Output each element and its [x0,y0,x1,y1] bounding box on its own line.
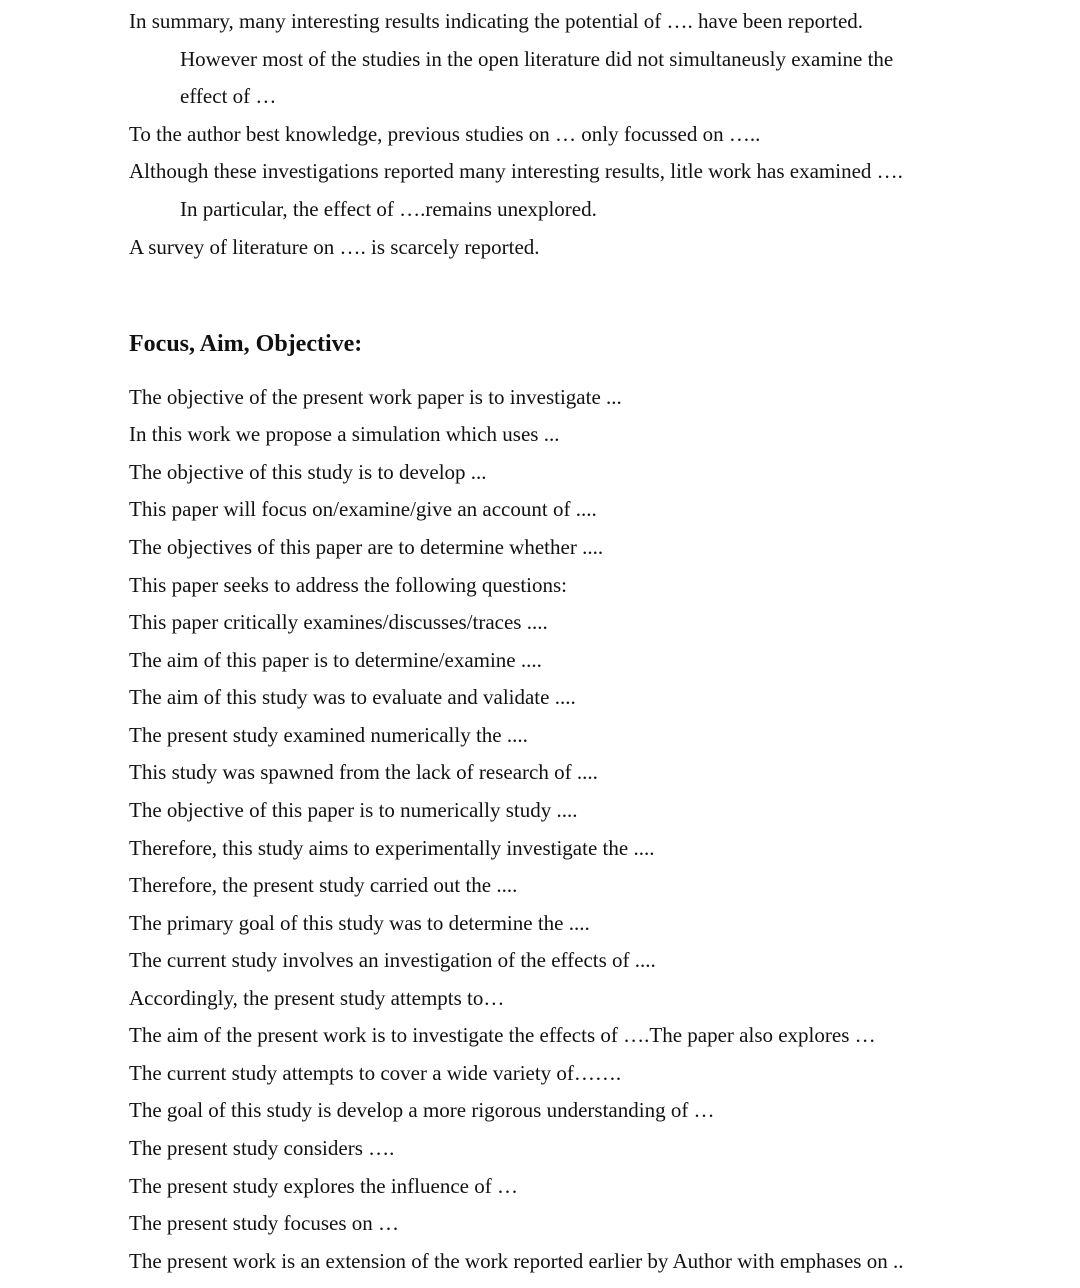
focus-line-12: The objective of this paper is to numerically study .... [129,798,578,822]
summary-line-5: Although these investigations reported many interesting results, litle work has examined …. [129,159,903,183]
focus-line-11: This study was spawned from the lack of research of .... [129,760,598,784]
summary-line-4: To the author best knowledge, previous studies on … only focussed on ….. [129,122,761,146]
focus-line-14: Therefore, the present study carried out the .... [129,873,518,897]
focus-line-23: The present study focuses on … [129,1211,400,1235]
focus-line-19: The current study attempts to cover a wide variety of……. [129,1061,622,1085]
focus-line-6: This paper seeks to address the following questions: [129,573,568,597]
summary-line-2: However most of the studies in the open literature did not simultaneusly examine the [180,47,894,71]
focus-line-22: The present study explores the influence of … [129,1174,518,1198]
focus-line-10: The present study examined numerically the .... [129,723,528,747]
focus-line-2: In this work we propose a simulation which uses ... [129,422,560,446]
focus-line-24: The present work is an extension of the work reported earlier by Author with emphases on .. [129,1249,904,1273]
focus-line-18: The aim of the present work is to investigate the effects of ….The paper also explores … [129,1023,876,1047]
focus-line-17: Accordingly, the present study attempts to… [129,986,505,1010]
focus-line-7: This paper critically examines/discusses/traces .... [129,610,548,634]
focus-line-1: The objective of the present work paper is to investigate ... [129,385,622,409]
focus-line-3: The objective of this study is to develop ... [129,460,487,484]
summary-line-6: In particular, the effect of ….remains unexplored. [180,197,597,221]
focus-line-20: The goal of this study is develop a more rigorous understanding of … [129,1098,715,1122]
focus-line-4: This paper will focus on/examine/give an account of .... [129,497,597,521]
focus-line-21: The present study considers …. [129,1136,395,1160]
summary-line-1: In summary, many interesting results indicating the potential of …. have been reported. [129,9,864,33]
focus-line-16: The current study involves an investigation of the effects of .... [129,948,656,972]
focus-line-8: The aim of this paper is to determine/examine .... [129,648,542,672]
focus-line-9: The aim of this study was to evaluate and validate .... [129,685,576,709]
summary-line-7: A survey of literature on …. is scarcely reported. [129,235,540,259]
focus-line-5: The objectives of this paper are to determine whether .... [129,535,604,559]
focus-line-15: The primary goal of this study was to determine the .... [129,911,590,935]
summary-line-3: effect of … [180,84,277,108]
focus-line-13: Therefore, this study aims to experimentally investigate the .... [129,836,655,860]
section-heading: Focus, Aim, Objective: [129,331,363,357]
